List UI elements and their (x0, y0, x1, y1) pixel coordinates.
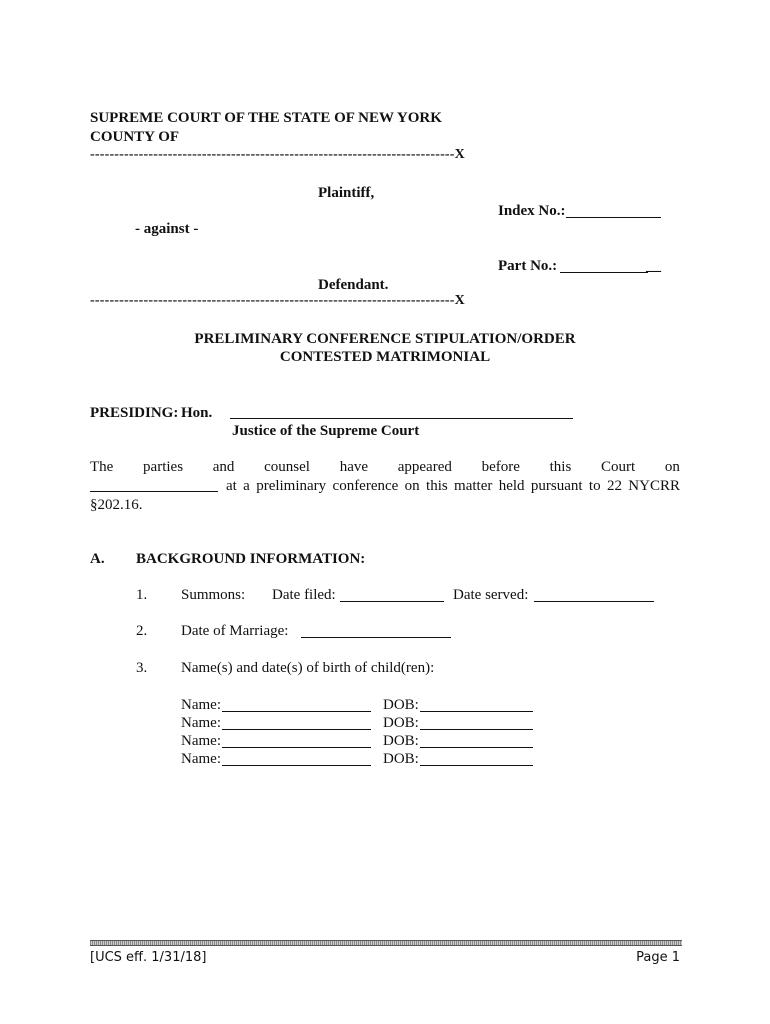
intro-line-1 (90, 459, 680, 476)
child-name-field[interactable] (222, 711, 371, 712)
date-served-label: Date served: (453, 587, 529, 603)
child-name-label: Name: (181, 733, 221, 749)
hon-label: Hon. (181, 405, 213, 421)
intro-word: have (339, 459, 369, 475)
court-name: SUPREME COURT OF THE STATE OF NEW YORK (90, 110, 442, 126)
section-a-letter: A. (90, 551, 105, 567)
section-a-heading: BACKGROUND INFORMATION: (136, 551, 366, 567)
intro-word: and (212, 459, 235, 475)
child-name-label: Name: (181, 697, 221, 713)
county-label: COUNTY OF (90, 129, 180, 145)
part-no-suffix: __ (646, 258, 661, 274)
presiding-label: PRESIDING: (90, 405, 179, 421)
justice-name-field[interactable] (230, 418, 573, 419)
document-title: PRELIMINARY CONFERENCE STIPULATION/ORDER (194, 331, 576, 347)
child-name-field[interactable] (222, 747, 371, 748)
intro-word: on (664, 459, 680, 475)
plaintiff-label: Plaintiff, (318, 185, 375, 201)
ucs-effective-date: [UCS eff. 1/31/18] (90, 950, 207, 965)
caption-separator-bottom: ---------------------------------------------------------------------------X (90, 293, 465, 308)
item-number: 1. (136, 587, 148, 603)
intro-word: counsel (264, 459, 310, 475)
against-label: - against - (135, 221, 199, 237)
child-name-label: Name: (181, 751, 221, 767)
child-dob-field[interactable] (420, 747, 533, 748)
intro-word: The (90, 459, 114, 475)
part-no-field[interactable] (560, 272, 648, 273)
defendant-label: Defendant. (318, 277, 389, 293)
child-dob-field[interactable] (420, 711, 533, 712)
intro-line-3: §202.16. (90, 497, 143, 513)
date-of-marriage-field[interactable] (301, 637, 451, 638)
child-dob-label: DOB: (383, 697, 419, 713)
child-name-field[interactable] (222, 729, 371, 730)
child-name-field[interactable] (222, 765, 371, 766)
item-number: 3. (136, 660, 148, 676)
document-subtitle: CONTESTED MATRIMONIAL (279, 349, 491, 365)
page-number: Page 1 (636, 950, 680, 965)
intro-word: this (549, 459, 572, 475)
date-of-marriage-label: Date of Marriage: (181, 623, 289, 639)
date-served-field[interactable] (534, 601, 654, 602)
conference-date-field[interactable] (90, 491, 218, 492)
date-filed-label: Date filed: (272, 587, 336, 603)
item-number: 2. (136, 623, 148, 639)
date-filed-field[interactable] (340, 601, 444, 602)
intro-word: before (481, 459, 520, 475)
intro-word: parties (143, 459, 184, 475)
intro-word: Court (601, 459, 636, 475)
footer-rule (90, 940, 682, 946)
child-dob-field[interactable] (420, 729, 533, 730)
part-no-label: Part No.: (498, 258, 558, 274)
intro-word: appeared (397, 459, 452, 475)
child-name-label: Name: (181, 715, 221, 731)
justice-title: Justice of the Supreme Court (232, 423, 420, 439)
child-dob-label: DOB: (383, 715, 419, 731)
child-dob-label: DOB: (383, 751, 419, 767)
index-no-field[interactable] (566, 217, 661, 218)
index-no-label: Index No.: (498, 203, 566, 219)
intro-line-2: at a preliminary conference on this matter held pursuant to 22 NYCRR (226, 478, 680, 494)
child-dob-field[interactable] (420, 765, 533, 766)
caption-separator-top: ---------------------------------------------------------------------------X (90, 147, 465, 162)
summons-label: Summons: (181, 587, 246, 603)
children-label: Name(s) and date(s) of birth of child(ren): (181, 660, 435, 676)
child-dob-label: DOB: (383, 733, 419, 749)
